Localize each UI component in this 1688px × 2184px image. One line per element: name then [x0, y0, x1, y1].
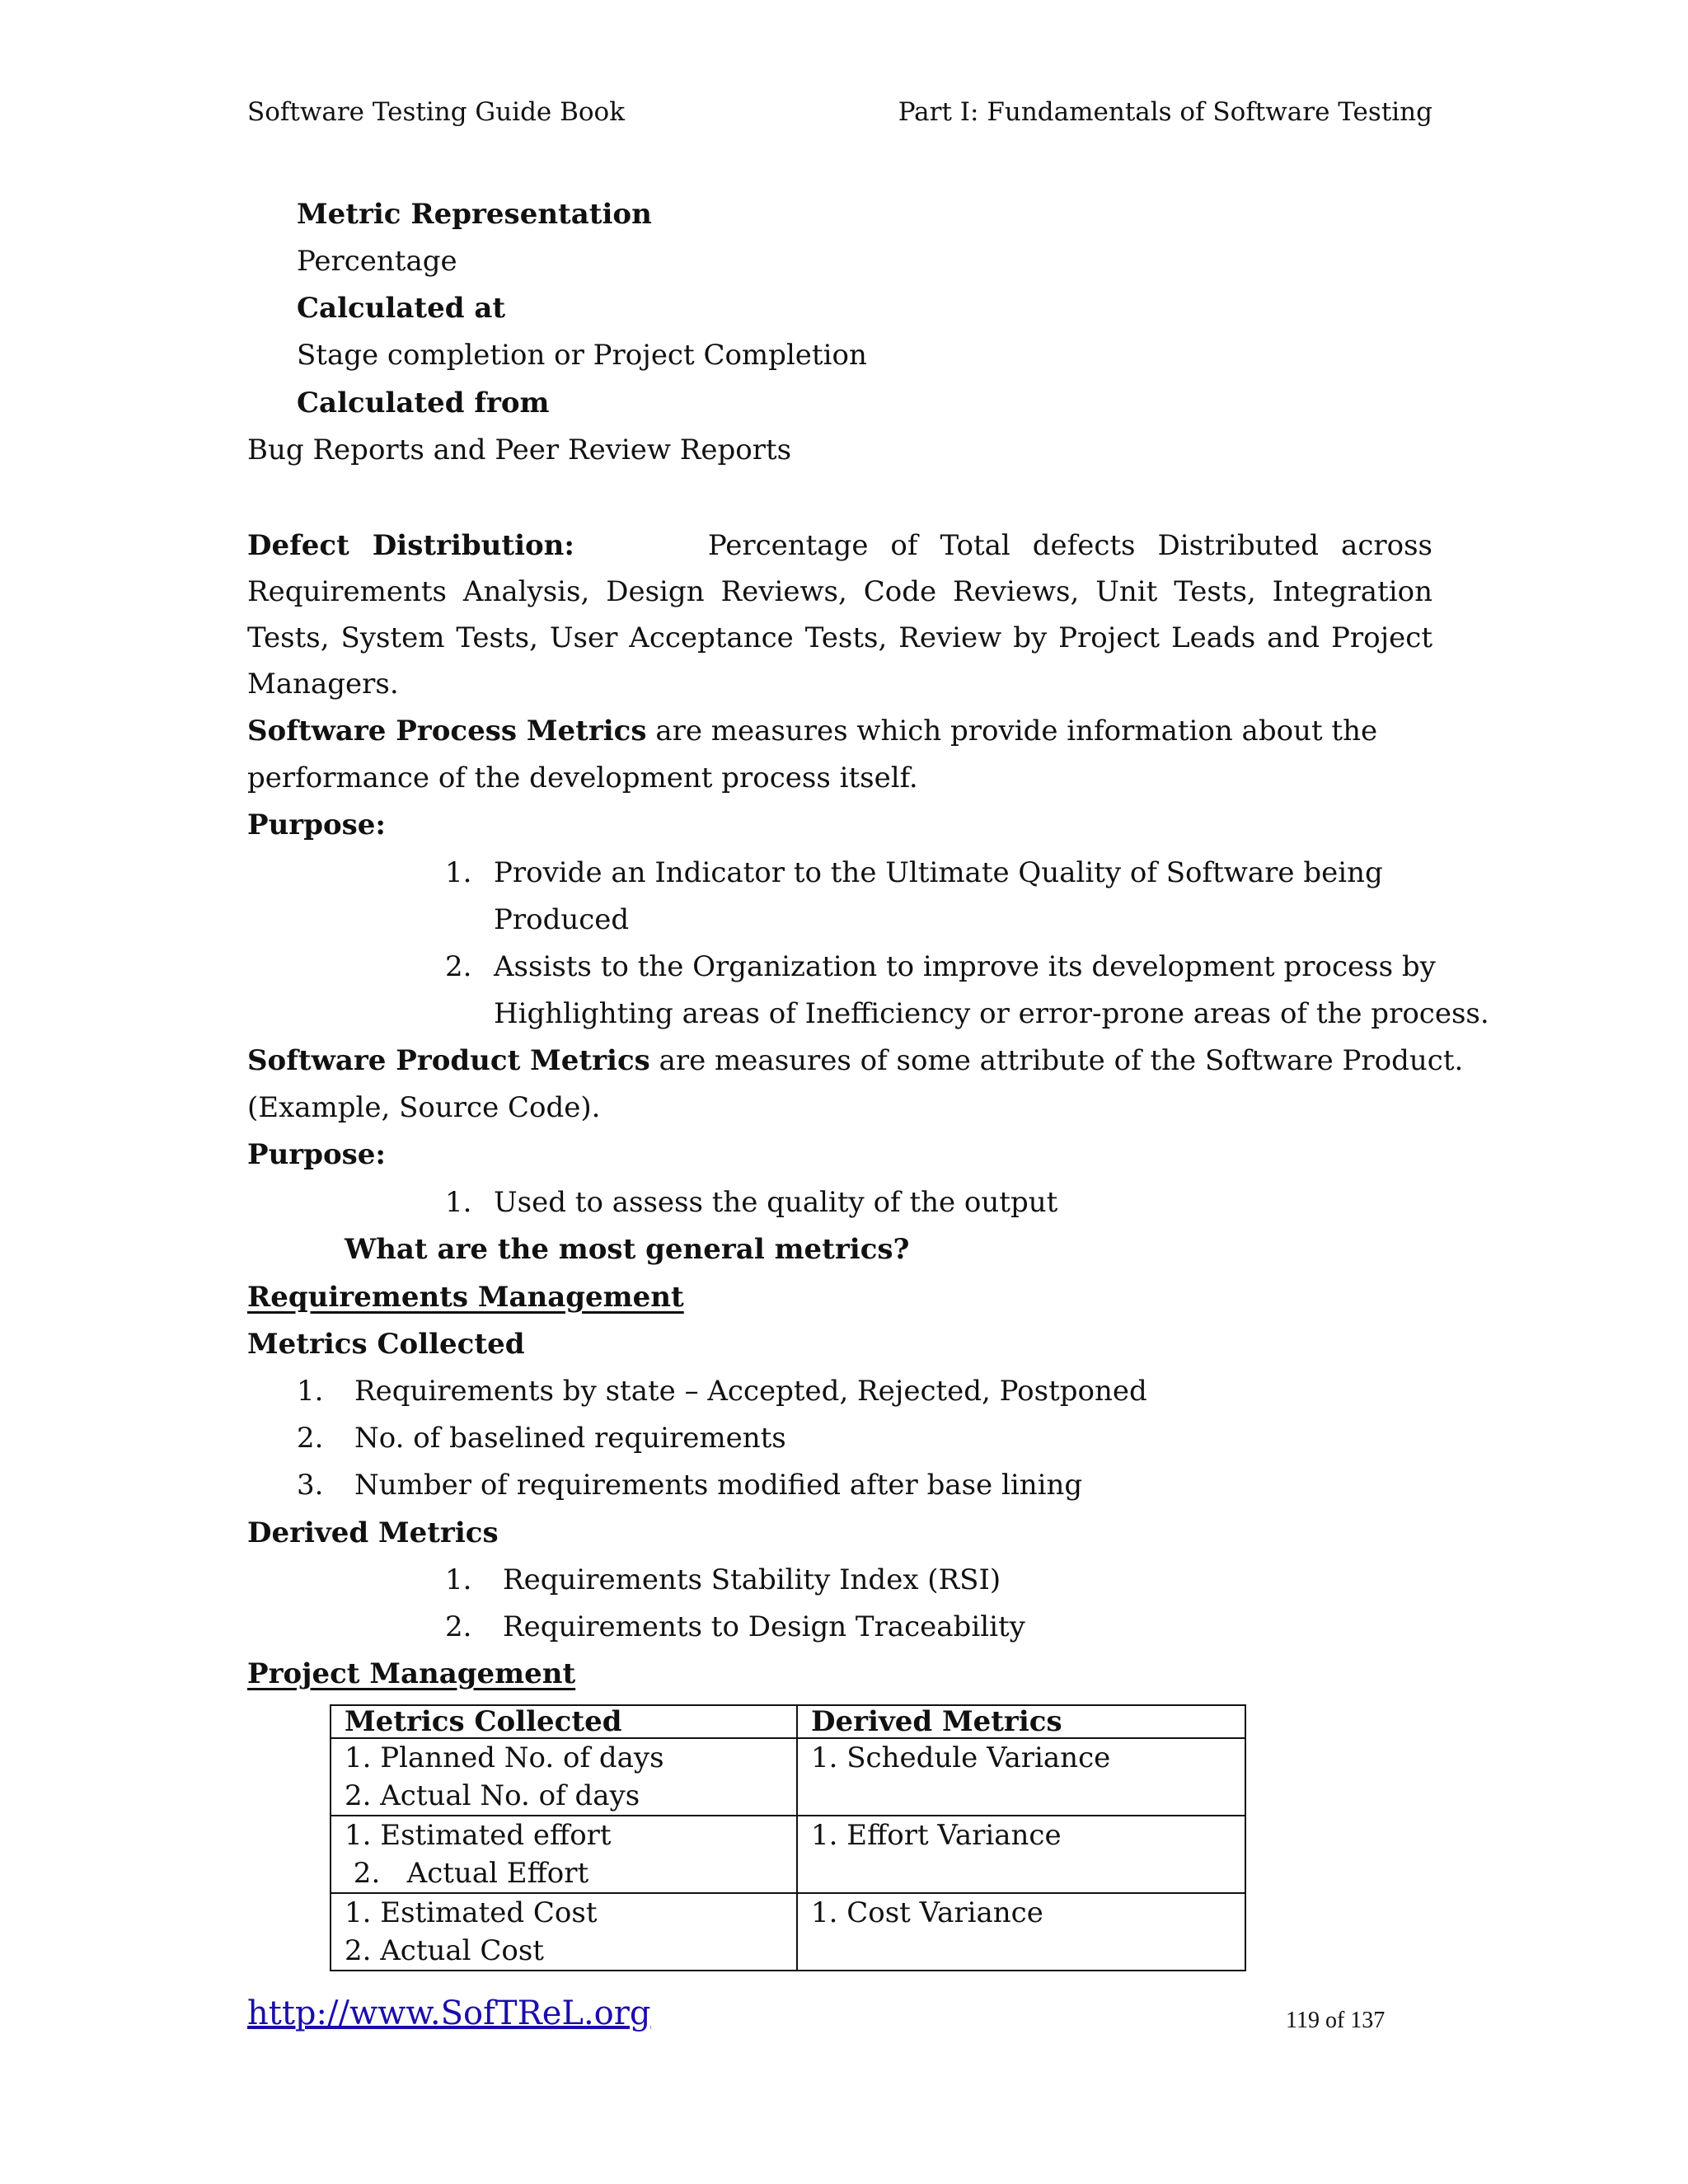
req-collected-label: Metrics Collected: [247, 1328, 525, 1361]
cell-line: 2. Actual Cost: [345, 1934, 544, 1967]
req-collected-item-2: No. of baselined requirements: [354, 1422, 786, 1455]
req-collected-num-3: 3.: [297, 1469, 324, 1502]
cell-line: 1. Estimated effort: [345, 1819, 612, 1852]
product-metrics-label: Software Product Metrics: [247, 1044, 650, 1077]
table-cell-collected: [331, 1893, 797, 1971]
cell-line: 1. Cost Variance: [811, 1896, 1043, 1929]
table-header-derived: Derived Metrics: [797, 1705, 1245, 1738]
req-collected-num-2: 2.: [297, 1422, 324, 1455]
page-number: 119 of 137: [1286, 2008, 1386, 2033]
cell-line: 1. Estimated Cost: [345, 1896, 598, 1929]
process-metrics-line1: [247, 708, 1377, 754]
defect-distribution-paragraph: [247, 523, 1432, 707]
requirements-management-heading: Requirements Management: [247, 1281, 684, 1314]
req-derived-label: Derived Metrics: [247, 1516, 499, 1549]
metric-representation-value: Percentage: [297, 245, 457, 278]
header-right: Part I: Fundamentals of Software Testing: [898, 97, 1432, 127]
product-metrics-text-1: are measures of some attribute of the Software Product.: [659, 1044, 1464, 1077]
project-management-heading: Project Management: [247, 1657, 576, 1690]
project-management-table: [330, 1704, 1246, 1971]
process-metrics-text-1: are measures which provide information about the: [655, 715, 1378, 748]
table-cell-collected: [331, 1738, 797, 1816]
cell-line: 2. Actual Effort: [345, 1857, 589, 1890]
footer-website-link[interactable]: http://www.SofTReL.org: [247, 1994, 651, 2032]
table-row: [331, 1816, 1245, 1893]
cell-line: 1. Effort Variance: [811, 1819, 1062, 1852]
calculated-at-label: Calculated at: [297, 292, 506, 325]
req-collected-item-1: Requirements by state – Accepted, Rejected, Postponed: [354, 1375, 1147, 1408]
defect-distribution-label: Defect Distribution:: [247, 529, 574, 562]
cell-line: 1. Schedule Variance: [811, 1741, 1111, 1774]
cell-line: 1. Planned No. of days: [345, 1741, 664, 1774]
table-cell-derived: [797, 1738, 1245, 1816]
table-row: [331, 1738, 1245, 1816]
metric-representation-label: Metric Representation: [297, 198, 652, 231]
table-cell-collected: [331, 1816, 797, 1893]
product-purpose-item-1: Used to assess the quality of the output: [494, 1186, 1058, 1219]
cell-line: 2. Actual No. of days: [345, 1779, 640, 1812]
process-metrics-text-2: performance of the development process itself.: [247, 762, 918, 794]
table-header-collected: Metrics Collected: [331, 1705, 797, 1738]
process-purpose-item-2-line2: Highlighting areas of Inefficiency or error-prone areas of the process.: [494, 997, 1489, 1030]
req-collected-num-1: 1.: [297, 1375, 324, 1408]
req-derived-item-1: Requirements Stability Index (RSI): [503, 1563, 1001, 1596]
process-purpose-item-1-line2: Produced: [494, 903, 630, 936]
product-metrics-text-2: (Example, Source Code).: [247, 1091, 601, 1124]
table-row: [331, 1893, 1245, 1971]
product-metrics-line1: [247, 1038, 1463, 1084]
process-purpose-item-1-line1: Provide an Indicator to the Ultimate Quality of Software being: [494, 856, 1383, 889]
defect-distribution-text: Percentage of Total defects Distributed across Requirements Analysis, Design Reviews, Code Reviews, Unit Tests, Integration Tests, System Tests, User Acceptance Tests, Review by Project Leads and Project Managers.: [247, 529, 1432, 701]
req-derived-num-1: 1.: [445, 1563, 472, 1596]
calculated-from-label: Calculated from: [297, 387, 550, 419]
product-purpose-num-1: 1.: [445, 1186, 472, 1219]
header-left: Software Testing Guide Book: [247, 97, 626, 127]
table-cell-derived: [797, 1816, 1245, 1893]
req-derived-item-2: Requirements to Design Traceability: [503, 1610, 1025, 1643]
product-purpose-label: Purpose:: [247, 1138, 386, 1171]
calculated-at-value: Stage completion or Project Completion: [297, 339, 867, 372]
table-header-row: [331, 1705, 1245, 1738]
process-purpose-item-2-line1: Assists to the Organization to improve its development process by: [494, 950, 1436, 983]
calculated-from-value: Bug Reports and Peer Review Reports: [247, 434, 792, 466]
process-purpose-num-1: 1.: [445, 856, 472, 889]
table-cell-derived: [797, 1893, 1245, 1971]
process-metrics-label: Software Process Metrics: [247, 715, 647, 748]
process-purpose-label: Purpose:: [247, 808, 386, 841]
process-purpose-num-2: 2.: [445, 950, 472, 983]
req-collected-item-3: Number of requirements modified after base lining: [354, 1469, 1083, 1502]
general-metrics-question: What are the most general metrics?: [345, 1233, 910, 1266]
req-derived-num-2: 2.: [445, 1610, 472, 1643]
